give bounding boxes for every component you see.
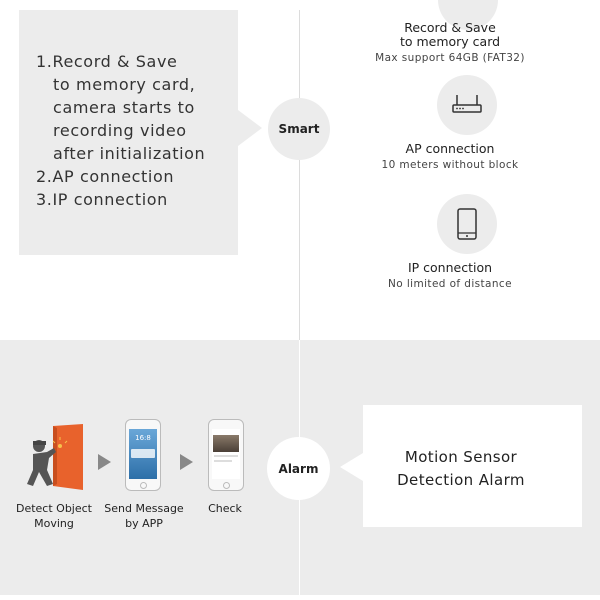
step-send-line1: Send Message: [104, 502, 184, 515]
phone-screen: [129, 429, 157, 479]
feature-line: 1.Record & Save: [36, 52, 178, 71]
ip-feature: [300, 261, 600, 290]
phone-screen: [212, 429, 240, 479]
phone-notification-icon: [125, 419, 161, 491]
step-send-line2: by APP: [125, 517, 163, 530]
phone-app-icon: [208, 419, 244, 491]
record-feature: [300, 21, 600, 64]
record-subtitle: Max support 64GB (FAT32): [375, 52, 525, 64]
step-check-line1: Check: [208, 502, 242, 515]
step-detect-line2: Moving: [34, 517, 74, 530]
arrow-right-icon: [98, 454, 111, 470]
ap-title: AP connection: [405, 141, 495, 156]
arrow-right-icon: [180, 454, 193, 470]
feature-line: 3.IP connection: [36, 190, 168, 209]
feature-line: after initialization: [36, 144, 206, 163]
ap-subtitle: 10 meters without block: [381, 159, 519, 171]
intruder-door-icon: [27, 424, 85, 490]
speech-tail: [238, 110, 262, 146]
alarm-line2: Detection Alarm: [397, 471, 525, 489]
step-detect-label: [10, 501, 98, 531]
feature-line: 2.AP connection: [36, 167, 175, 186]
step-send-label: [100, 501, 188, 531]
alarm-badge-label: Alarm: [278, 461, 319, 476]
feature-line: to memory card,: [36, 75, 196, 94]
step-check-label: [196, 501, 254, 516]
step-detect-line1: Detect Object: [15, 502, 92, 515]
record-title-1: Record & Save: [404, 20, 496, 35]
smart-badge-label: Smart: [278, 122, 320, 136]
ip-title: IP connection: [407, 260, 493, 275]
feature-line: recording video: [36, 121, 187, 140]
phone-icon: [437, 194, 497, 254]
ip-subtitle: No limited of distance: [388, 278, 512, 290]
ap-feature: [300, 142, 600, 171]
phone-time: 16:8: [135, 434, 151, 442]
alarm-line1: Motion Sensor: [404, 448, 518, 466]
speech-tail: [340, 453, 363, 481]
record-title-2: to memory card: [399, 34, 501, 49]
smart-feature-list: [36, 50, 205, 211]
feature-line: camera starts to: [36, 98, 195, 117]
alarm-description: [363, 446, 559, 492]
router-icon: [437, 75, 497, 135]
alarm-badge: [267, 437, 330, 500]
